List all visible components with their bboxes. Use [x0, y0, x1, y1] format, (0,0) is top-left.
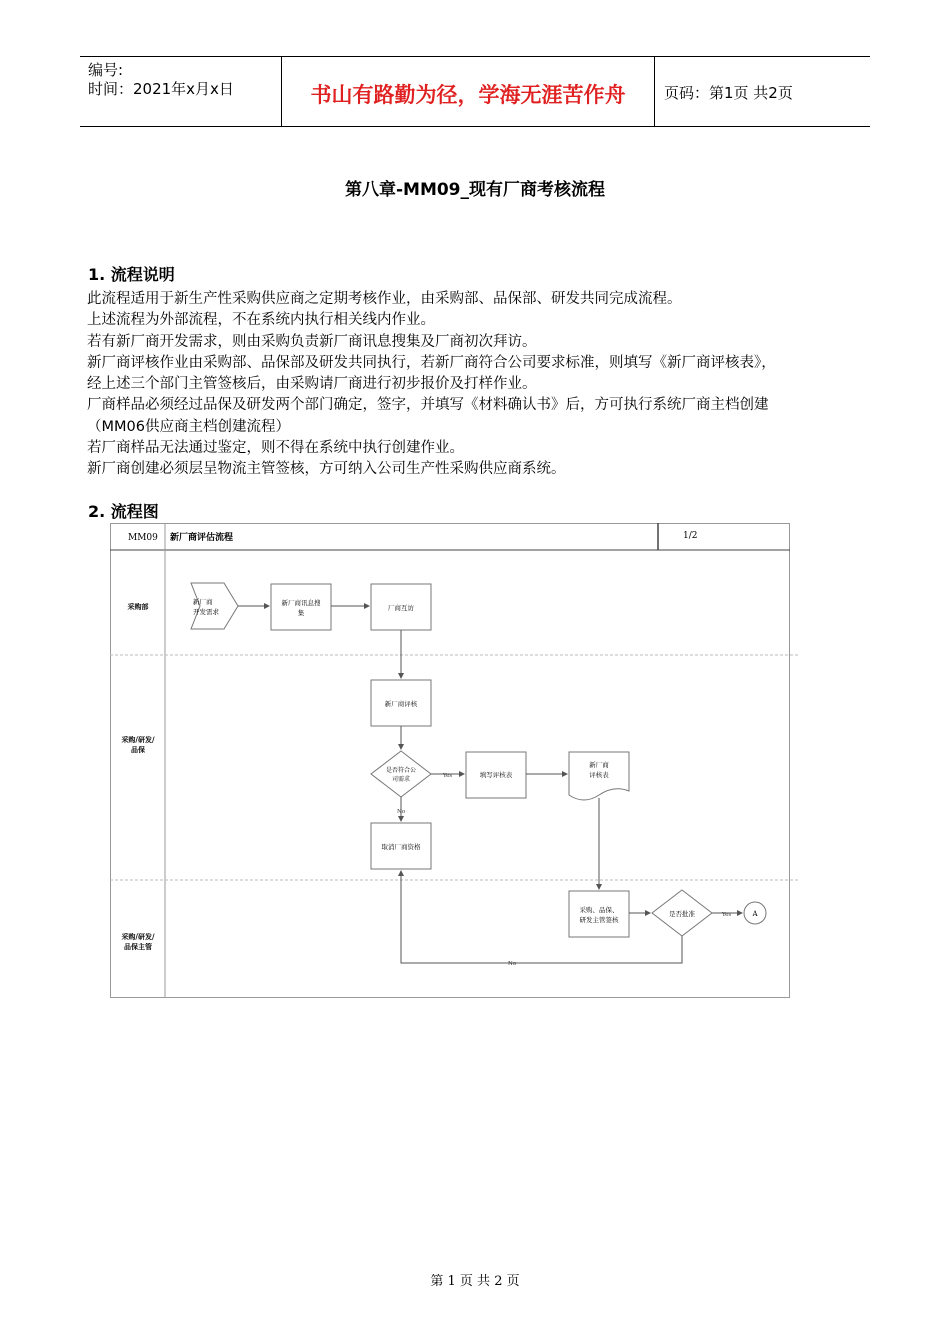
flow-page: 1/2: [683, 531, 698, 541]
edge-label-yes: Yes: [443, 773, 453, 779]
header-meta: [88, 61, 234, 99]
header-motto: 书山有路勤为径，学海无涯苦作舟: [310, 82, 626, 107]
flow-edge-no: [401, 871, 682, 963]
lane-label-managers: 采购/研发/: [121, 932, 155, 941]
body-line: 若厂商样品无法通过鉴定，则不得在系统中执行创建作业。: [87, 440, 464, 457]
lane-label-purchasing: 采购部: [127, 602, 149, 611]
time-label: 时间：2021年x月x日: [88, 80, 234, 98]
start-node-label: 开发需求: [193, 608, 219, 616]
start-node: [191, 583, 238, 629]
collect-info-label: 新厂商讯息搜: [281, 599, 321, 607]
document-label: 新厂商: [589, 761, 609, 769]
start-node-label: 新厂商: [193, 598, 213, 606]
decision1-label: 是否符合公: [385, 767, 417, 774]
collect-info-node: [271, 584, 331, 630]
fill-form-label: 填写评核表: [479, 771, 513, 779]
sign-label: 采购、品保、: [579, 906, 619, 914]
flow-code: MM09: [128, 533, 158, 543]
section-body: [87, 289, 877, 481]
body-line: 此流程适用于新生产性采购供应商之定期考核作业，由采购部、品保部、研发共同完成流程。: [87, 291, 682, 307]
document-title: 第八章-MM09_现有厂商考核流程: [344, 180, 606, 200]
review-label: 新厂商评核: [384, 700, 418, 708]
decision2-label: 是否批准: [669, 910, 695, 918]
collect-info-label: 集: [297, 609, 305, 617]
flow-name: 新厂商评估流程: [170, 533, 234, 543]
manager-sign-node: [569, 891, 629, 937]
document-label: 评核表: [589, 771, 609, 779]
body-line: 厂商样品必须经过品保及研发两个部门确定，签字，并填写《材料确认书》后，方可执行系统厂商主档创建: [87, 397, 769, 414]
body-line: 经上述三个部门主管签核后，由采购请厂商进行初步报价及打样作业。: [87, 376, 537, 393]
header-page-label: 页码：第1页 共2页: [664, 84, 793, 102]
body-line: 新厂商创建必须层呈物流主管签核，方可纳入公司生产性采购供应商系统。: [87, 461, 566, 478]
body-line: （MM06供应商主档创建流程）: [87, 418, 290, 435]
edge-label-no: No: [397, 809, 406, 815]
edge-label-yes: Yes: [722, 912, 732, 918]
cancel-label: 取消厂商资格: [381, 843, 421, 851]
lane-label-cross-dept: 采购/研发/: [121, 735, 155, 744]
body-line: 若有新厂商开发需求，则由采购负责新厂商讯息搜集及厂商初次拜访。: [87, 333, 537, 350]
decision-meets-requirement: [371, 751, 431, 797]
lane-label-managers: 品保主管: [124, 942, 152, 951]
lane-label-cross-dept: 品保: [131, 745, 145, 754]
section-heading: 2. 流程图: [88, 502, 159, 521]
body-line: 新厂商评核作业由采购部、品保部及研发共同执行，若新厂商符合公司要求标准，则填写《新厂商评核表》，: [87, 354, 776, 371]
decision1-label: 司需求: [391, 776, 411, 783]
page-footer: 第 1 页 共 2 页: [430, 1274, 520, 1289]
visit-label: 厂商互访: [388, 604, 414, 612]
header-divider: [654, 57, 655, 126]
connector-label: A: [752, 910, 758, 918]
document-header: [80, 56, 870, 127]
section-heading: 1. 流程说明: [88, 265, 175, 284]
sign-label: 研发主管签核: [579, 916, 619, 924]
edge-label-no: No: [508, 961, 517, 967]
body-line: 上述流程为外部流程，不在系统内执行相关线内作业。: [87, 312, 435, 329]
flowchart: [110, 523, 800, 1003]
number-label: 编号:: [88, 61, 124, 79]
